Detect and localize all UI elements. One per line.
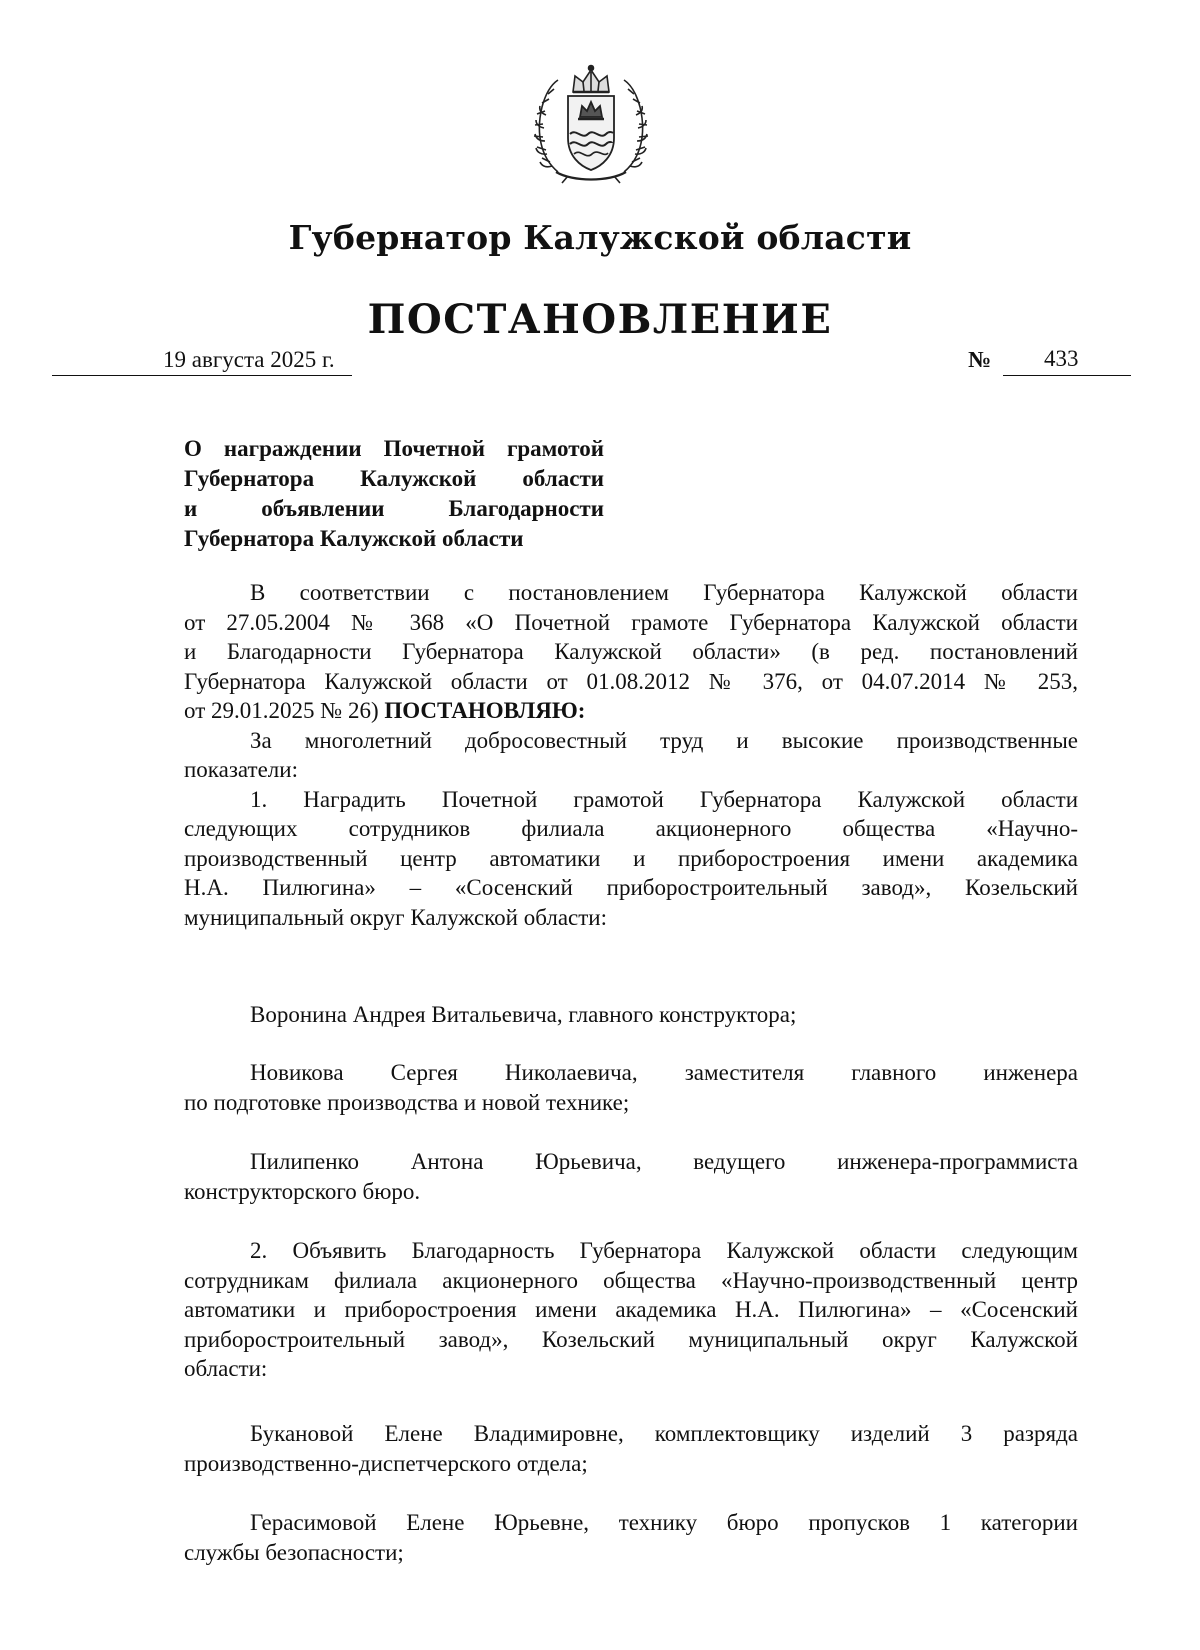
subject-line: Губернатора Калужской области bbox=[184, 466, 604, 491]
kaluga-coat-of-arms-emblem bbox=[528, 62, 654, 184]
document-body-part-1 bbox=[184, 578, 1078, 932]
item1-line: следующих сотрудников филиала акционерного общества «Научно- bbox=[184, 816, 1078, 841]
item1-line: 1. Наградить Почетной грамотой Губернатора Калужской области bbox=[250, 786, 1078, 812]
subject-line: Губернатора Калужской области bbox=[184, 526, 524, 551]
document-number-label: № bbox=[968, 347, 992, 372]
subject-line: О награждении Почетной грамотой bbox=[184, 436, 604, 461]
item1-line: производственный центр автоматики и приборостроения имени академика bbox=[184, 845, 1078, 871]
preamble-line: Губернатора Калужской области от 01.08.2012 № 376, от 04.07.2014 № 253, bbox=[184, 668, 1078, 694]
document-type-title: ПОСТАНОВЛЕНИЕ bbox=[367, 296, 833, 343]
person-line: Герасимовой Елене Юрьевне, технику бюро пропусков 1 категории bbox=[250, 1510, 1078, 1535]
document-date: 19 августа 2025 г. bbox=[163, 347, 335, 372]
item1-person-2 bbox=[184, 1058, 1078, 1117]
preamble-line: и Благодарности Губернатора Калужской области» (в ред. постановлений bbox=[184, 639, 1078, 664]
preamble-last-line bbox=[184, 696, 1078, 726]
document-body-item-2 bbox=[184, 1236, 1078, 1384]
item2-line: сотрудникам филиала акционерного общества «Научно-производственный центр bbox=[184, 1267, 1078, 1293]
item2-person-2 bbox=[184, 1508, 1078, 1567]
person-line: Пилипенко Антона Юрьевича, ведущего инженера-программиста bbox=[250, 1149, 1078, 1174]
subject-line: и объявлении Благодарности bbox=[184, 496, 604, 521]
person-line: по подготовке производства и новой технике; bbox=[184, 1089, 630, 1115]
item1-person-1 bbox=[184, 1000, 1078, 1030]
issuing-authority: Губернатор Калужской области bbox=[288, 218, 912, 257]
reason-line: За многолетний добросовестный труд и высокие производственные bbox=[250, 727, 1078, 753]
document-subject bbox=[184, 434, 604, 554]
person-line: службы безопасности; bbox=[184, 1539, 404, 1565]
item1-person-3 bbox=[184, 1147, 1078, 1206]
item2-line: области: bbox=[184, 1356, 268, 1381]
document-number-field bbox=[1003, 346, 1131, 376]
item2-person-1 bbox=[184, 1419, 1078, 1478]
person-line: Новикова Сергея Николаевича, заместителя главного инженера bbox=[250, 1060, 1078, 1085]
document-date-field bbox=[52, 346, 352, 376]
person-line: конструкторского бюро. bbox=[184, 1178, 421, 1204]
preamble-line: от 29.01.2025 № 26) bbox=[184, 698, 385, 723]
reason-line: показатели: bbox=[184, 757, 298, 782]
preamble-line: от 27.05.2004 № 368 «О Почетной грамоте Губернатора Калужской области bbox=[184, 609, 1078, 635]
person-line: Воронина Андрея Витальевича, главного конструктора; bbox=[250, 1002, 797, 1027]
person-line: производственно-диспетчерского отдела; bbox=[184, 1450, 588, 1476]
item1-line: Н.А. Пилюгина» – «Сосенский приборостроительный завод», Козельский bbox=[184, 875, 1078, 900]
decree-word: ПОСТАНОВЛЯЮ: bbox=[384, 698, 586, 723]
document-number: 433 bbox=[1044, 346, 1079, 371]
item2-line: автоматики и приборостроения имени академика Н.А. Пилюгина» – «Сосенский bbox=[184, 1297, 1078, 1322]
item2-line: 2. Объявить Благодарность Губернатора Калужской области следующим bbox=[250, 1238, 1078, 1263]
preamble-line: В соответствии с постановлением Губернатора Калужской области bbox=[250, 580, 1078, 605]
person-line: Букановой Елене Владимировне, комплектовщику изделий 3 разряда bbox=[250, 1421, 1078, 1446]
item1-line: муниципальный округ Калужской области: bbox=[184, 904, 607, 930]
item2-line: приборостроительный завод», Козельский муниципальный округ Калужской bbox=[184, 1326, 1078, 1352]
